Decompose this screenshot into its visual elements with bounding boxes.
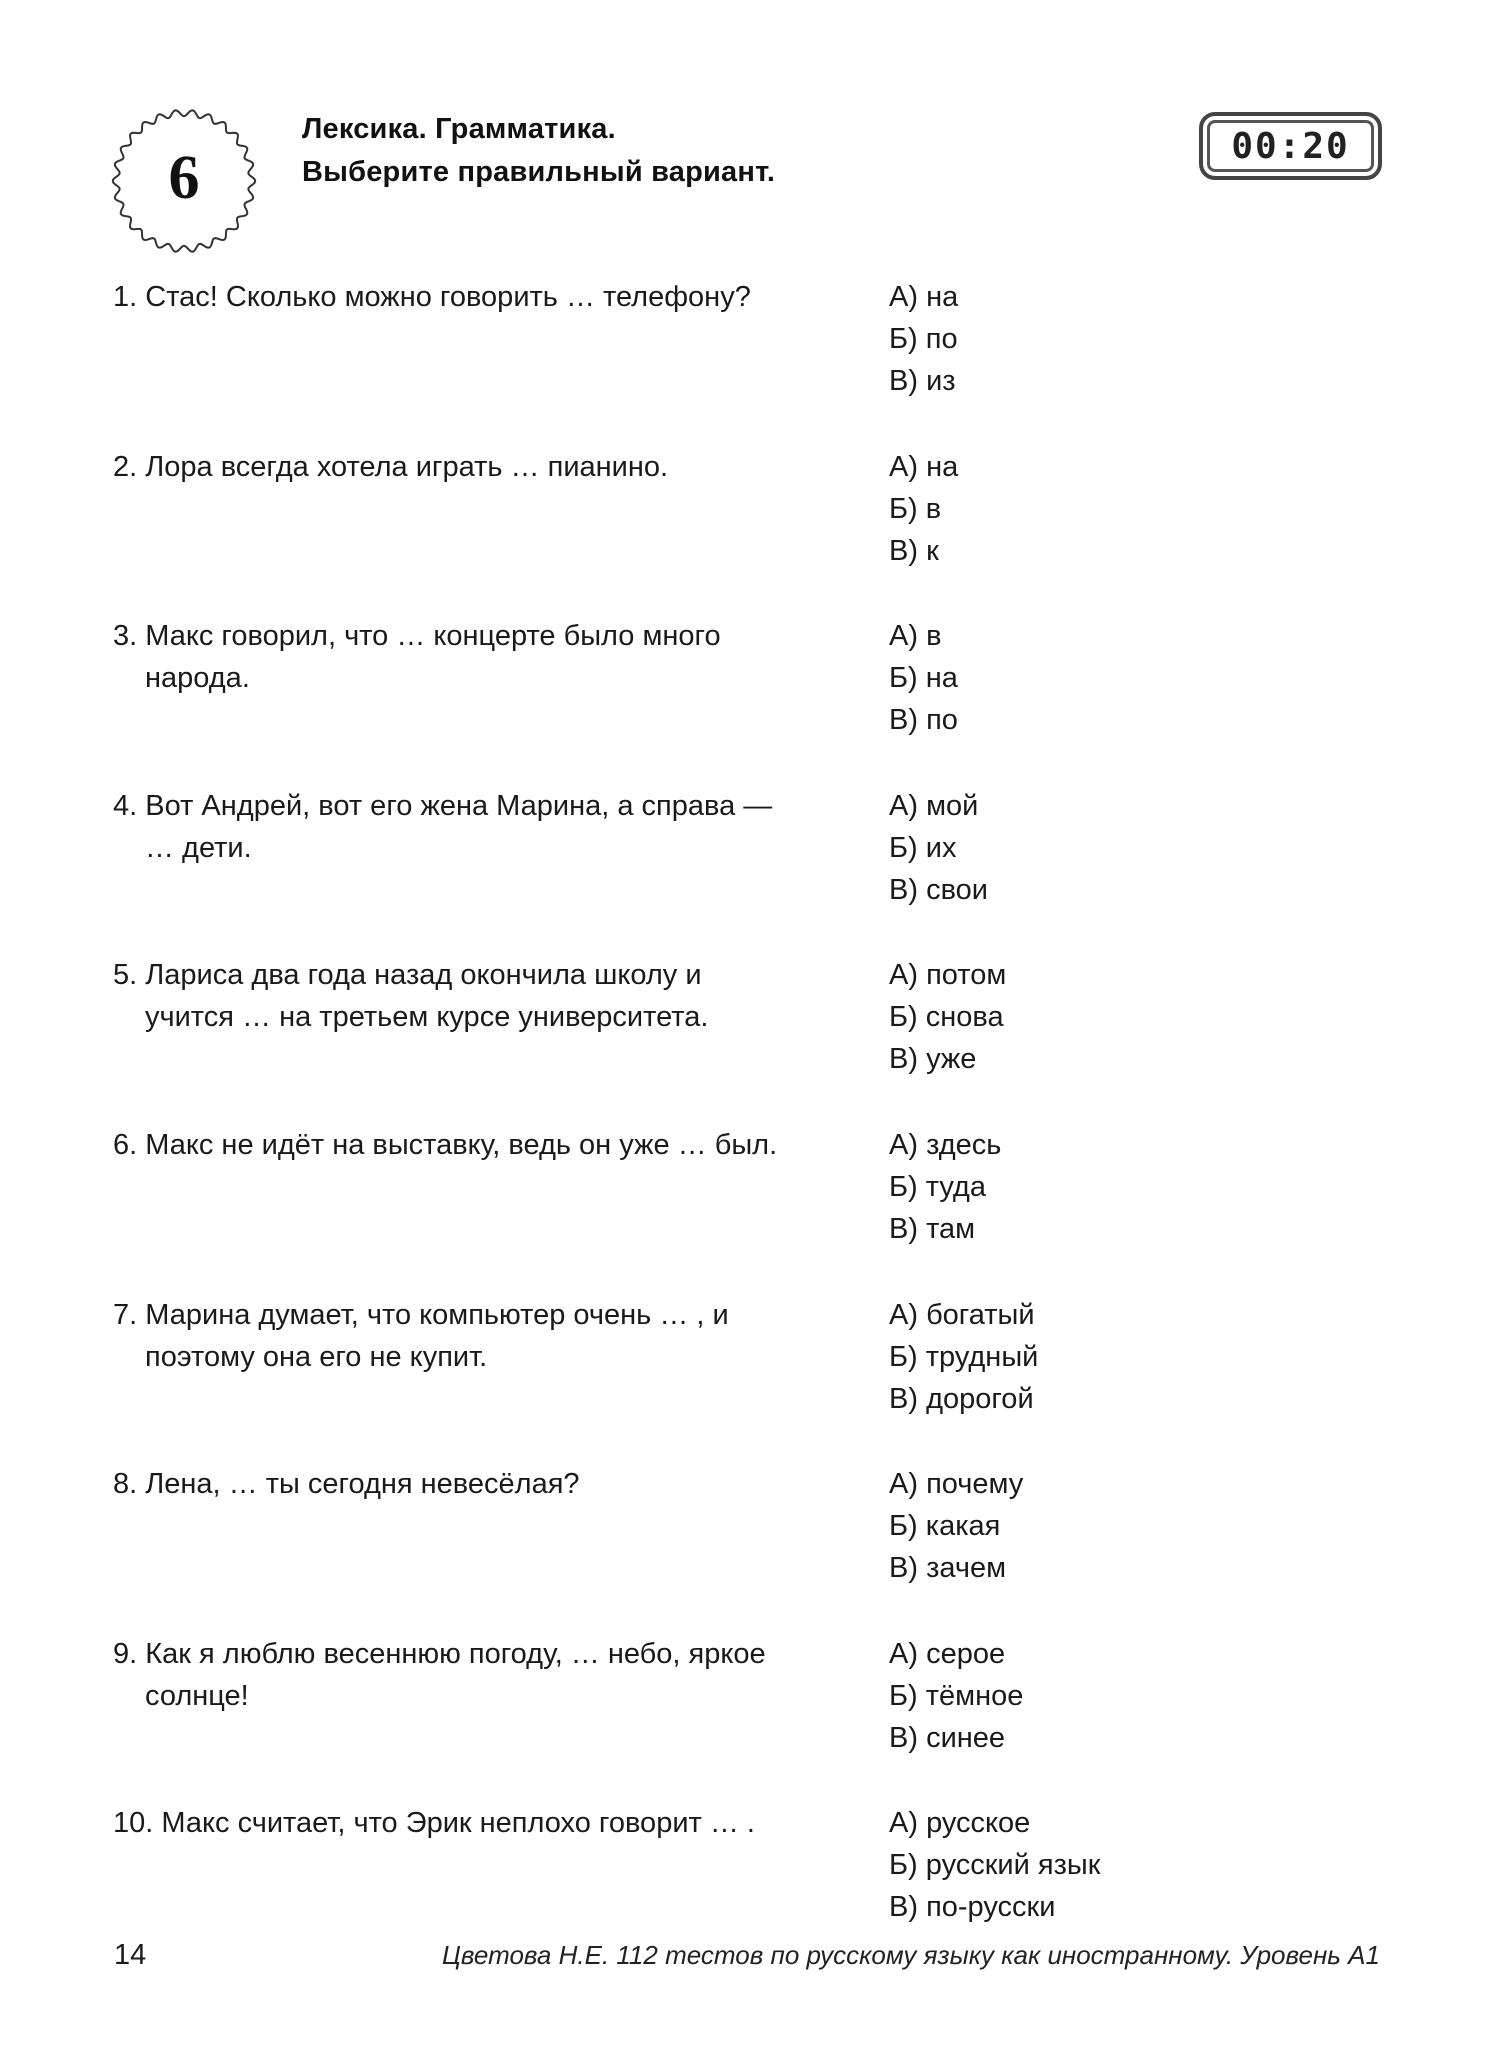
task-number-badge [109,106,259,256]
option-letter: А) [889,1807,918,1839]
question-text [113,1633,873,1717]
answer-option[interactable] [889,869,988,911]
question-stem-continuation: учится … на третьем курсе университета. [145,1001,709,1033]
question-text [113,1463,873,1505]
option-letter: В) [889,1722,918,1754]
option-text: уже [926,1043,977,1075]
option-text: дорогой [926,1383,1034,1415]
option-letter: В) [889,1891,918,1923]
option-letter: Б) [889,1001,918,1033]
question-text [113,615,873,699]
option-text: потом [926,959,1007,991]
answer-options [889,1463,1023,1589]
option-text: зачем [926,1552,1007,1584]
option-text: серое [926,1638,1006,1670]
question-stem-continuation: народа. [145,662,250,694]
answer-option[interactable] [889,827,988,869]
option-letter: Б) [889,1171,918,1203]
answer-option[interactable] [889,276,958,318]
question-number: 9. [113,1638,138,1670]
option-letter: В) [889,874,918,906]
answer-option[interactable] [889,996,1006,1038]
option-text: русский язык [925,1849,1101,1881]
question-item [0,1802,1490,1952]
option-letter: Б) [889,1849,918,1881]
option-letter: А) [889,790,918,822]
option-text: по [926,704,958,736]
timer-value: 00:20 [1231,125,1350,167]
option-letter: А) [889,451,918,483]
question-item [0,1294,1490,1444]
question-text [113,785,873,869]
answer-option[interactable] [889,360,958,402]
answer-option[interactable] [889,530,958,572]
answer-option[interactable] [889,1886,1100,1928]
question-number: 3. [113,620,138,652]
option-letter: Б) [889,1341,918,1373]
option-letter: В) [889,1383,918,1415]
option-letter: А) [889,620,918,652]
answer-option[interactable] [889,1166,1001,1208]
option-letter: Б) [889,662,918,694]
answer-option[interactable] [889,1633,1023,1675]
answer-option[interactable] [889,1294,1038,1336]
answer-option[interactable] [889,1038,1006,1080]
question-text [113,1124,873,1166]
answer-options [889,1294,1038,1420]
answer-option[interactable] [889,1547,1023,1589]
option-letter: Б) [889,323,918,355]
answer-options [889,615,958,741]
answer-option[interactable] [889,1463,1023,1505]
option-text: на [926,451,959,483]
answer-options [889,1802,1100,1928]
question-number: 1. [113,281,138,313]
answer-option[interactable] [889,1208,1001,1250]
question-number: 10. [113,1807,154,1839]
answer-option[interactable] [889,699,958,741]
answer-option[interactable] [889,1675,1023,1717]
option-letter: А) [889,959,918,991]
question-text [113,1294,873,1378]
option-letter: А) [889,1638,918,1670]
option-text: туда [925,1171,986,1203]
option-text: здесь [926,1129,1002,1161]
answer-option[interactable] [889,318,958,360]
answer-options [889,785,988,911]
question-number: 2. [113,451,138,483]
timer [1199,112,1382,180]
option-text: там [926,1213,976,1245]
question-item [0,615,1490,765]
option-text: по [925,323,958,355]
option-text: мой [926,790,979,822]
question-stem: Марина думает, что компьютер очень … , и [145,1299,729,1331]
question-number: 8. [113,1468,138,1500]
option-text: почему [926,1468,1024,1500]
question-stem: Как я люблю весеннюю погоду, … небо, яркое [145,1638,766,1670]
question-text [113,954,873,1038]
option-letter: В) [889,1552,918,1584]
option-text: на [926,281,959,313]
question-stem-continuation: … дети. [145,832,252,864]
question-stem-continuation: поэтому она его не купит. [145,1341,488,1373]
question-text [113,446,873,488]
answer-option[interactable] [889,488,958,530]
option-letter: А) [889,281,918,313]
answer-option[interactable] [889,954,1006,996]
question-text [113,1802,873,1844]
question-stem: Лена, … ты сегодня невесёлая? [145,1468,580,1500]
question-stem: Вот Андрей, вот его жена Марина, а справа — [145,790,773,822]
footer-citation: Цветова Н.Е. 112 тестов по русскому языку как иностранному. Уровень А1 [442,1940,1380,1970]
option-text: синее [926,1722,1006,1754]
option-letter: Б) [889,1510,918,1542]
option-text: на [925,662,958,694]
option-letter: Б) [889,1680,918,1712]
question-item [0,276,1490,426]
question-stem: Стас! Сколько можно говорить … телефону? [145,281,751,313]
option-text: тёмное [925,1680,1024,1712]
answer-option[interactable] [889,785,988,827]
option-text: из [926,365,956,397]
answer-options [889,1124,1001,1250]
option-text: какая [925,1510,1001,1542]
answer-option[interactable] [889,1844,1100,1886]
task-title-line1: Лексика. Грамматика. [302,113,616,145]
option-letter: А) [889,1299,918,1331]
option-letter: В) [889,365,918,397]
task-title [302,108,775,194]
question-stem-continuation: солнце! [145,1680,249,1712]
answer-option[interactable] [889,1124,1001,1166]
scalloped-circle-icon [109,106,259,256]
option-text: их [925,832,957,864]
answer-option[interactable] [889,1505,1023,1547]
question-number: 4. [113,790,138,822]
question-stem: Макс считает, что Эрик неплохо говорит … . [161,1807,755,1839]
answer-option[interactable] [889,1717,1023,1759]
option-letter: В) [889,704,918,736]
option-letter: В) [889,1043,918,1075]
option-text: русское [926,1807,1031,1839]
option-text: трудный [925,1341,1039,1373]
option-text: в [925,493,942,525]
task-instruction: Выберите правильный вариант. [302,156,776,188]
answer-option[interactable] [889,446,958,488]
question-item [0,1633,1490,1783]
page-number: 14 [114,1939,147,1971]
question-stem: Лариса два года назад окончила школу и [145,959,702,991]
option-text: снова [925,1001,1004,1033]
option-letter: Б) [889,493,918,525]
question-number: 5. [113,959,138,991]
question-item [0,1463,1490,1613]
answer-option[interactable] [889,657,958,699]
question-stem: Макс говорил, что … концерте было много [145,620,721,652]
option-text: к [926,535,939,567]
question-item [0,954,1490,1104]
option-text: в [926,620,942,652]
question-stem: Макс не идёт на выставку, ведь он уже … был. [145,1129,778,1161]
answer-option[interactable] [889,1378,1038,1420]
option-letter: А) [889,1468,918,1500]
option-letter: В) [889,1213,918,1245]
question-text [113,276,873,318]
option-text: свои [926,874,988,906]
answer-option[interactable] [889,615,958,657]
answer-options [889,1633,1023,1759]
question-item [0,1124,1490,1274]
answer-options [889,954,1006,1080]
option-letter: А) [889,1129,918,1161]
question-stem: Лора всегда хотела играть … пианино. [145,451,669,483]
answer-option[interactable] [889,1802,1100,1844]
question-item [0,785,1490,935]
answer-option[interactable] [889,1336,1038,1378]
option-letter: В) [889,535,918,567]
question-number: 7. [113,1299,138,1331]
question-number: 6. [113,1129,138,1161]
option-text: богатый [926,1299,1035,1331]
question-item [0,446,1490,596]
option-letter: Б) [889,832,918,864]
option-text: по-русски [926,1891,1056,1923]
answer-options [889,446,958,572]
task-number: 6 [168,144,200,212]
answer-options [889,276,958,402]
